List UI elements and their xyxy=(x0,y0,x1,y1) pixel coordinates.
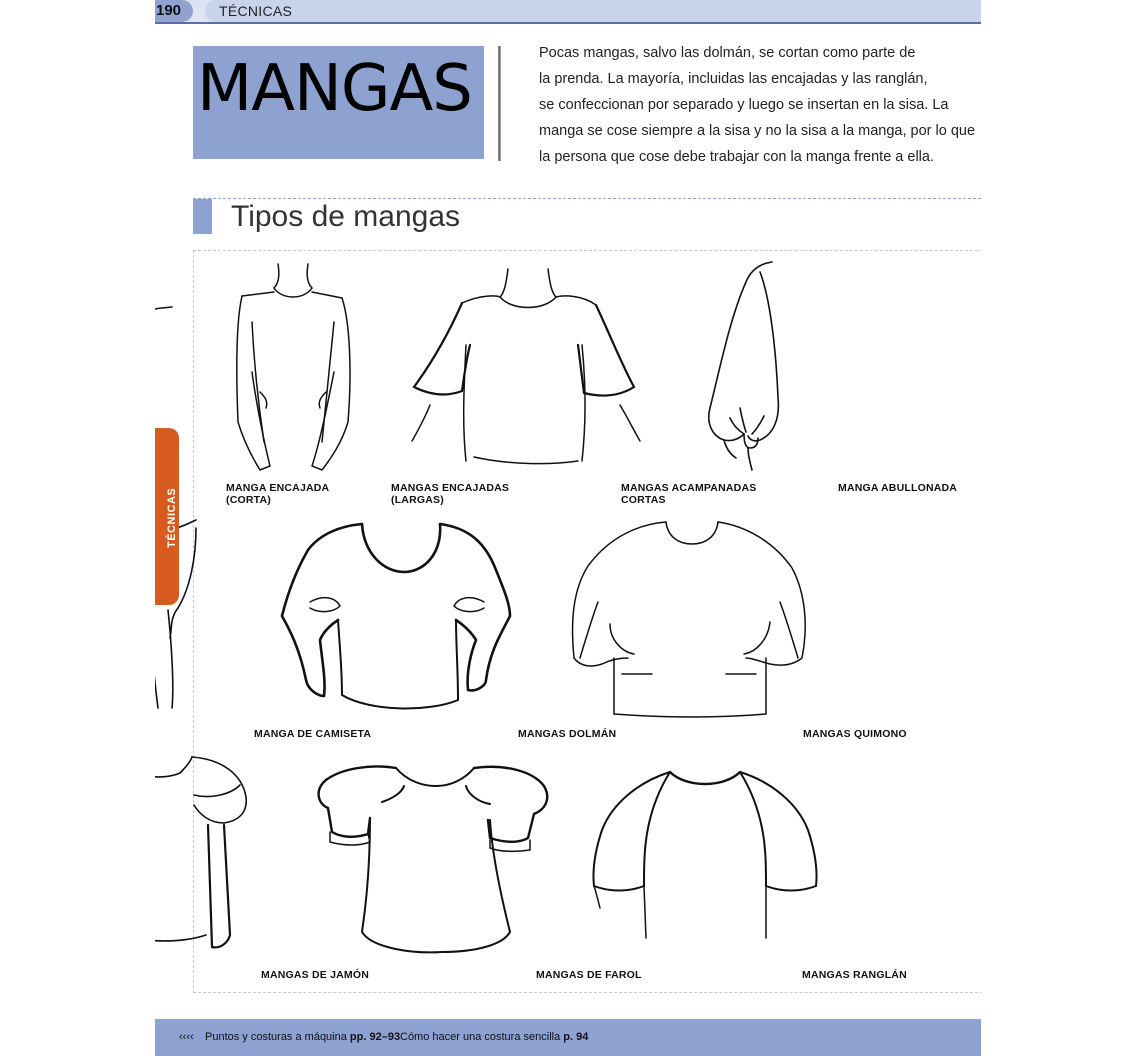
intro-line: la persona que cose debe trabajar con la manga frente a ella. xyxy=(539,149,934,165)
header-bar xyxy=(155,0,981,24)
subtitle: Tipos de mangas xyxy=(231,200,461,233)
section-label: TÉCNICAS xyxy=(205,0,981,22)
sleeve-caption xyxy=(518,728,616,740)
sleeve-set-in-long-illustration xyxy=(230,262,360,482)
sleeve-caption xyxy=(536,969,642,981)
caption-line: MANGA ABULLONADA xyxy=(838,482,958,494)
sleeve-leg-of-mutton-illustration xyxy=(155,755,252,960)
sleeve-puffed-illustration xyxy=(700,258,790,475)
sleeve-dolman-illustration xyxy=(280,520,512,725)
caption-line: MANGAS DOLMÁN xyxy=(518,728,617,740)
caption-line: MANGAS QUIMONO xyxy=(803,728,907,740)
intro-line: se confeccionan por separado y luego se insertan en la sisa. La xyxy=(539,97,949,113)
subtitle-marker xyxy=(193,199,212,234)
needle-icon xyxy=(498,46,501,161)
sleeve-caption xyxy=(621,482,756,506)
caption-line: MANGAS ACAMPANADAS xyxy=(621,482,757,494)
caption-line: MANGA DE CAMISETA xyxy=(254,728,372,740)
caption-line: MANGAS RANGLÁN xyxy=(802,969,907,981)
page-number: 190 xyxy=(155,0,193,22)
link-text: Puntos y costuras a máquina xyxy=(205,1031,347,1043)
link-pages: pp. 92–93 xyxy=(349,1031,401,1043)
sleeve-caption xyxy=(803,728,907,740)
title-box xyxy=(193,46,484,159)
book-page xyxy=(155,0,981,1056)
sleeve-raglan-illustration xyxy=(590,768,820,948)
cross-reference-link[interactable] xyxy=(205,1019,400,1056)
intro-line: Pocas mangas, salvo las dolmán, se cortan como parte de xyxy=(539,45,916,61)
sleeve-caption xyxy=(226,482,329,506)
sleeve-caption xyxy=(254,728,371,740)
intro-text xyxy=(539,40,981,170)
caption-line: MANGA ENCAJADA xyxy=(226,482,330,494)
sleeve-bell-short-illustration xyxy=(400,265,650,475)
section-divider xyxy=(193,198,981,199)
sleeve-caption xyxy=(391,482,509,506)
side-tab-label: TÉCNICAS xyxy=(166,487,178,548)
page-title: MANGAS xyxy=(197,52,472,126)
caption-line: MANGAS DE JAMÓN xyxy=(261,969,370,981)
caption-line: (CORTA) xyxy=(226,494,271,506)
sleeve-caption xyxy=(802,969,907,981)
intro-line: la prenda. La mayoría, incluidas las encajadas y las ranglán, xyxy=(539,71,928,87)
cross-reference-footer xyxy=(155,1019,981,1056)
arrows-icon: ‹‹‹‹ xyxy=(179,1031,194,1043)
link-pages: p. 94 xyxy=(563,1031,589,1043)
sleeve-kimono-illustration xyxy=(570,518,808,723)
sleeve-caption xyxy=(261,969,369,981)
caption-line: (LARGAS) xyxy=(391,494,444,506)
cross-reference-link[interactable] xyxy=(400,1019,588,1056)
intro-line: manga se cose siempre a la sisa y no la sisa a la manga, por lo que xyxy=(539,123,976,139)
sleeve-lantern-illustration xyxy=(312,762,552,967)
caption-line: CORTAS xyxy=(621,494,666,506)
caption-line: MANGAS DE FAROL xyxy=(536,969,642,981)
sleeve-caption xyxy=(838,482,957,494)
caption-line: MANGAS ENCAJADAS xyxy=(391,482,510,494)
link-text: Cómo hacer una costura sencilla xyxy=(400,1031,561,1043)
